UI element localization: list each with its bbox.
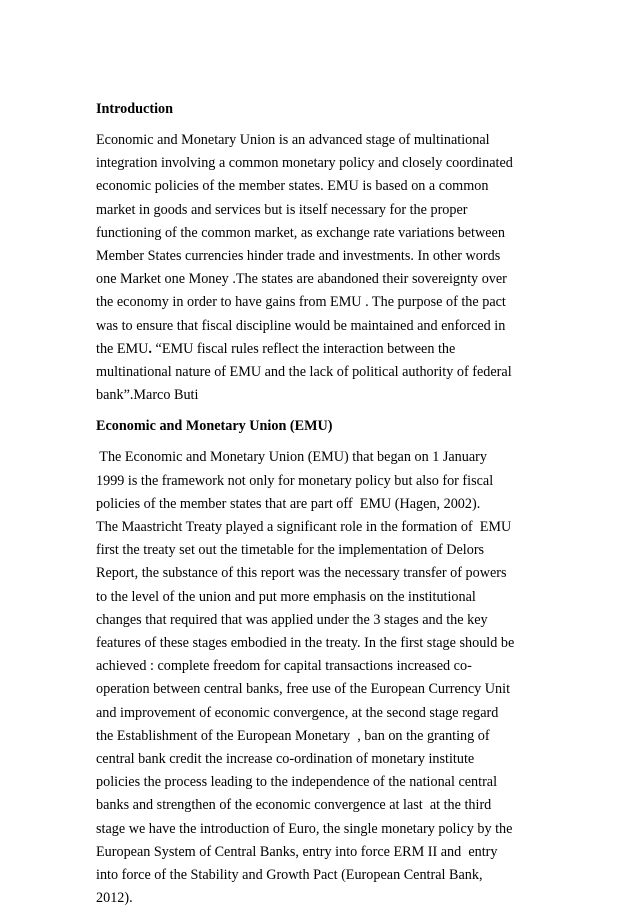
introduction-heading: Introduction [96, 101, 173, 117]
text-fragment: “EMU fiscal rules reflect the interaction between the [151, 340, 456, 357]
text-fragment: the EMU [96, 340, 149, 357]
introduction-paragraph [96, 129, 548, 407]
text-line: the Establishment of the European Monetary , ban on the granting of [96, 727, 490, 744]
text-line: to the level of the union and put more emphasis on the institutional [96, 588, 476, 605]
text-line: achieved : complete freedom for capital transactions increased co- [96, 658, 472, 675]
text-line: The Maastricht Treaty played a significant role in the formation of EMU [96, 519, 512, 536]
text-line: policies the process leading to the independence of the national central [96, 774, 498, 791]
text-line: one Market one Money .The states are abandoned their sovereignty over [96, 271, 507, 288]
text-line: market in goods and services but is itself necessary for the proper [96, 201, 468, 218]
text-line: operation between central banks, free use of the European Currency Unit [96, 681, 511, 698]
text-line: Report, the substance of this report was the necessary transfer of powers [96, 565, 507, 582]
text-line-quote [96, 338, 548, 361]
text-line: bank”.Marco Buti [96, 387, 199, 404]
text-line: policies of the member states that are part off EMU (Hagen, 2002). [96, 495, 481, 512]
text-line: 1999 is the framework not only for monetary policy but also for fiscal [96, 472, 494, 489]
text-line: stage we have the introduction of Euro, the single monetary policy by the [96, 820, 513, 837]
emu-heading: Economic and Monetary Union (EMU) [96, 418, 333, 435]
text-line: The Economic and Monetary Union (EMU) that began on 1 January [96, 449, 487, 466]
emu-paragraph [96, 446, 548, 910]
text-line: was to ensure that fiscal discipline would be maintained and enforced in [96, 317, 506, 334]
text-line: functioning of the common market, as exchange rate variations between [96, 224, 505, 241]
document-page [96, 98, 548, 919]
text-line: Economic and Monetary Union is an advanced stage of multinational [96, 132, 490, 148]
text-line: Member States currencies hinder trade and investments. In other words [96, 248, 501, 265]
text-line: integration involving a common monetary policy and closely coordinated [96, 155, 513, 172]
text-line: 2012). [96, 890, 133, 907]
text-line: multinational nature of EMU and the lack of political authority of federal [96, 364, 512, 381]
text-line: features of these stages embodied in the treaty. In the first stage should be [96, 635, 515, 652]
text-line: central bank credit the increase co-ordination of monetary institute [96, 751, 475, 768]
text-line: changes that required that was applied under the 3 stages and the key [96, 611, 488, 628]
text-line: economic policies of the member states. EMU is based on a common [96, 178, 489, 195]
text-line: banks and strengthen of the economic convergence at last at the third [96, 797, 492, 814]
text-line: European System of Central Banks, entry into force ERM II and entry [96, 843, 498, 860]
text-line: the economy in order to have gains from EMU . The purpose of the pact [96, 294, 506, 311]
text-line: into force of the Stability and Growth Pact (European Central Bank, [96, 867, 483, 884]
bold-period: . [148, 340, 152, 357]
text-line: first the treaty set out the timetable for the implementation of Delors [96, 542, 485, 559]
text-line: and improvement of economic convergence, at the second stage regard [96, 704, 499, 721]
